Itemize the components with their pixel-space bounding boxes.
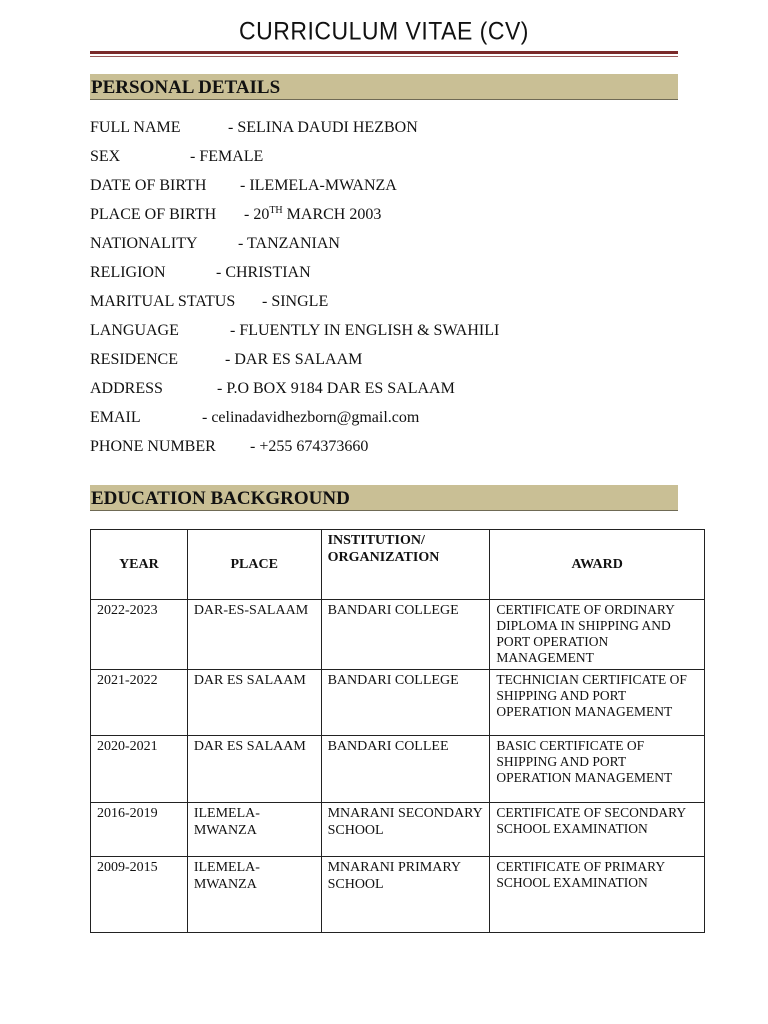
cell-institution: MNARANI SECONDARY SCHOOL — [321, 803, 490, 857]
detail-value: - celinadavidhezborn@gmail.com — [202, 409, 420, 426]
detail-row-email — [90, 408, 690, 437]
cell-institution: MNARANI PRIMARY SCHOOL — [321, 857, 490, 933]
title-rule-thick — [90, 51, 678, 54]
detail-label: MARITUAL STATUS — [90, 293, 236, 310]
detail-label: NATIONALITY — [90, 235, 198, 252]
cell-year: 2022-2023 — [91, 600, 188, 670]
detail-row-religion — [90, 263, 690, 292]
detail-row-address — [90, 379, 690, 408]
detail-label: RELIGION — [90, 264, 166, 281]
detail-row-sex — [90, 147, 690, 176]
personal-details-heading: PERSONAL DETAILS — [90, 74, 678, 100]
cell-award: CERTIFICATE OF ORDINARY DIPLOMA IN SHIPPING AND PORT OPERATION MANAGEMENT — [490, 600, 705, 670]
detail-value: - DAR ES SALAAM — [225, 351, 363, 368]
detail-row-full-name — [90, 118, 690, 147]
table-row — [91, 736, 705, 803]
cell-institution: BANDARI COLLEGE — [321, 600, 490, 670]
cell-award: CERTIFICATE OF SECONDARY SCHOOL EXAMINATION — [490, 803, 705, 857]
detail-value: - P.O BOX 9184 DAR ES SALAAM — [217, 380, 455, 397]
cell-year: 2020-2021 — [91, 736, 188, 803]
header-award: AWARD — [490, 530, 705, 600]
detail-label: RESIDENCE — [90, 351, 178, 368]
personal-details-list — [90, 118, 690, 466]
education-background-heading: EDUCATION BACKGROUND — [90, 485, 678, 511]
detail-label: PHONE NUMBER — [90, 438, 216, 455]
birth-month-year: MARCH 2003 — [282, 206, 382, 223]
table-row — [91, 600, 705, 670]
header-year: YEAR — [91, 530, 188, 600]
detail-label: LANGUAGE — [90, 322, 179, 339]
detail-label: SEX — [90, 148, 121, 165]
cell-place: DAR-ES-SALAAM — [187, 600, 321, 670]
detail-row-place-of-birth — [90, 205, 690, 234]
cell-institution: BANDARI COLLEGE — [321, 670, 490, 736]
cell-award: BASIC CERTIFICATE OF SHIPPING AND PORT OPERATION MANAGEMENT — [490, 736, 705, 803]
cell-year: 2021-2022 — [91, 670, 188, 736]
table-row — [91, 857, 705, 933]
detail-value: - ILEMELA-MWANZA — [240, 177, 397, 194]
document-title: CURRICULUM VITAE (CV) — [239, 16, 529, 45]
detail-value: - TANZANIAN — [238, 235, 340, 252]
cell-institution: BANDARI COLLEE — [321, 736, 490, 803]
detail-value: - FLUENTLY IN ENGLISH & SWAHILI — [230, 322, 500, 339]
cell-place: ILEMELA-MWANZA — [187, 803, 321, 857]
detail-label: PLACE OF BIRTH — [90, 206, 217, 223]
detail-label: EMAIL — [90, 409, 141, 426]
detail-value: - CHRISTIAN — [216, 264, 311, 281]
cell-award: TECHNICIAN CERTIFICATE OF SHIPPING AND PORT OPERATION MANAGEMENT — [490, 670, 705, 736]
ordinal-suffix: TH — [269, 205, 283, 216]
detail-label: ADDRESS — [90, 380, 163, 397]
table-row — [91, 670, 705, 736]
cell-year: 2016-2019 — [91, 803, 188, 857]
cell-award: CERTIFICATE OF PRIMARY SCHOOL EXAMINATION — [490, 857, 705, 933]
detail-label: FULL NAME — [90, 119, 181, 136]
title-rule-thin — [90, 56, 678, 57]
detail-row-phone-number — [90, 437, 690, 466]
table-header-row — [91, 530, 705, 600]
header-place: PLACE — [187, 530, 321, 600]
table-row — [91, 803, 705, 857]
detail-label: DATE OF BIRTH — [90, 177, 207, 194]
detail-row-marital-status — [90, 292, 690, 321]
birth-day: - 20 — [244, 206, 270, 223]
detail-value: - +255 674373660 — [250, 438, 369, 455]
detail-value — [244, 205, 381, 225]
detail-value: - FEMALE — [190, 148, 264, 165]
cell-place: DAR ES SALAAM — [187, 736, 321, 803]
detail-row-residence — [90, 350, 690, 379]
detail-row-nationality — [90, 234, 690, 263]
education-table — [90, 529, 705, 933]
cell-place: ILEMELA-MWANZA — [187, 857, 321, 933]
detail-value: - SELINA DAUDI HEZBON — [228, 119, 418, 136]
cell-place: DAR ES SALAAM — [187, 670, 321, 736]
cell-year: 2009-2015 — [91, 857, 188, 933]
detail-value: - SINGLE — [262, 293, 329, 310]
detail-row-date-of-birth — [90, 176, 690, 205]
header-institution: INSTITUTION/ ORGANIZATION — [321, 530, 490, 600]
detail-row-language — [90, 321, 690, 350]
